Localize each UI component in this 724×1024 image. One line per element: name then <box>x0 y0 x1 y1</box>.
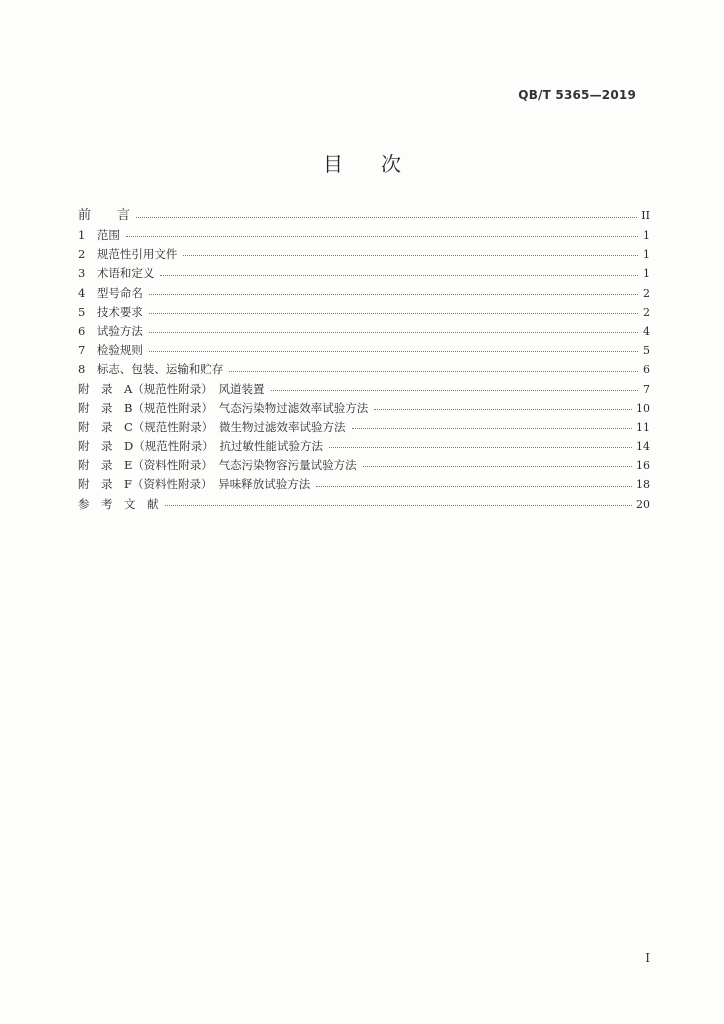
toc-entry-label: 附 录 F（资料性附录） 异味释放试验方法 <box>78 477 311 492</box>
toc-entry-page: 2 <box>643 305 650 319</box>
toc-entry-label: 前 言 <box>78 208 131 223</box>
dot-leader <box>126 236 638 237</box>
toc-entry-page: 1 <box>643 267 650 281</box>
toc-entry-label: 附 录 A（规范性附录） 风道装置 <box>78 381 265 396</box>
toc-entry-page: 1 <box>643 248 650 262</box>
toc-entry-page: 4 <box>643 324 650 338</box>
toc-entry-model-naming[interactable] <box>78 284 650 303</box>
dot-leader <box>352 428 632 429</box>
toc-entry-page: 5 <box>643 344 650 358</box>
toc-entry-label: 1 范围 <box>78 228 120 242</box>
toc-entry-foreword[interactable] <box>78 206 650 226</box>
toc-entry-page: 20 <box>636 497 650 511</box>
toc-entry-label: 4 型号命名 <box>78 285 143 300</box>
toc-entry-page: 11 <box>636 420 650 434</box>
dot-leader <box>165 505 633 506</box>
dot-leader <box>271 390 638 391</box>
toc-entry-page: 2 <box>643 286 650 300</box>
toc-entry-label: 3 术语和定义 <box>78 266 155 281</box>
dot-leader <box>136 217 637 218</box>
toc-entry-annex-a[interactable] <box>78 380 650 399</box>
toc-entry-label: 附 录 E（资料性附录） 气态污染物容污量试验方法 <box>78 458 357 473</box>
dot-leader <box>149 313 638 314</box>
toc-entry-label: 附 录 B（规范性附录） 气态污染物过滤效率试验方法 <box>78 400 369 415</box>
toc-entry-page: 6 <box>643 363 650 377</box>
toc-entry-inspection-rules[interactable] <box>78 341 650 360</box>
table-of-contents <box>78 206 650 514</box>
toc-entry-annex-d[interactable] <box>78 437 650 456</box>
toc-entry-scope[interactable] <box>78 226 650 245</box>
dot-leader <box>160 275 638 276</box>
toc-entry-page: 10 <box>636 401 650 415</box>
dot-leader <box>374 409 632 410</box>
toc-entry-technical-requirements[interactable] <box>78 303 650 322</box>
dot-leader <box>149 332 638 333</box>
dot-leader <box>329 447 632 448</box>
toc-entry-terms-definitions[interactable] <box>78 264 650 283</box>
page-number: I <box>645 951 650 965</box>
toc-entry-page: 18 <box>636 478 650 492</box>
dot-leader <box>149 351 638 352</box>
toc-entry-test-methods[interactable] <box>78 322 650 341</box>
toc-entry-label: 参 考 文 献 <box>78 496 159 511</box>
dot-leader <box>316 486 632 487</box>
toc-entry-label: 6 试验方法 <box>78 323 143 338</box>
toc-entry-normative-references[interactable] <box>78 245 650 264</box>
toc-entry-page: 1 <box>643 229 650 242</box>
toc-entry-page: 7 <box>643 382 650 396</box>
toc-entry-annex-e[interactable] <box>78 456 650 475</box>
dot-leader <box>363 466 632 467</box>
toc-entry-page: 16 <box>636 459 650 473</box>
toc-entry-annex-c[interactable] <box>78 418 650 437</box>
dot-leader <box>149 294 638 295</box>
toc-entry-page: 14 <box>636 440 650 454</box>
standard-number: QB/T 5365—2019 <box>518 88 636 102</box>
toc-entry-label: 2 规范性引用文件 <box>78 247 178 262</box>
page-title: 目次 <box>323 152 439 176</box>
toc-entry-label: 附 录 D（规范性附录） 抗过敏性能试验方法 <box>78 439 323 454</box>
dot-leader <box>183 255 638 256</box>
toc-entry-marking-packaging[interactable] <box>78 360 650 379</box>
dot-leader <box>229 371 638 372</box>
toc-entry-page: II <box>641 209 650 222</box>
toc-entry-label: 7 检验规则 <box>78 343 143 358</box>
toc-entry-label: 附 录 C（规范性附录） 微生物过滤效率试验方法 <box>78 419 346 434</box>
toc-entry-label: 5 技术要求 <box>78 304 143 319</box>
toc-entry-bibliography[interactable] <box>78 495 650 514</box>
toc-entry-label: 8 标志、包装、运输和贮存 <box>78 362 224 377</box>
toc-entry-annex-f[interactable] <box>78 475 650 494</box>
toc-entry-annex-b[interactable] <box>78 399 650 418</box>
